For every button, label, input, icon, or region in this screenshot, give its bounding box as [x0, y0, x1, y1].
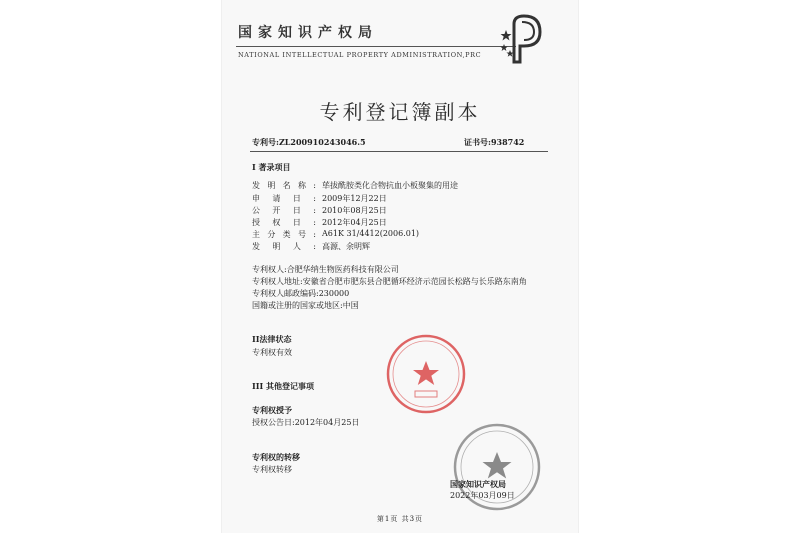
section-other-matters-heading: III 其他登记事项 [252, 381, 315, 391]
field-main-classification [252, 229, 419, 240]
transfer-heading: 专利权的转移 [252, 452, 300, 462]
official-seal-red [385, 333, 467, 415]
section-legal-status-heading: II法律状态 [252, 334, 292, 344]
org-name-en: NATIONAL INTELLECTUAL PROPERTY ADMINISTRATION,PRC [238, 51, 482, 59]
transfer-text: 专利权转移 [252, 465, 292, 474]
field-publication-date [252, 205, 387, 216]
field-inventors [252, 241, 370, 252]
org-name-cn: 国家知识产权局 [238, 25, 378, 41]
field-value: 高源、余明辉 [322, 242, 370, 251]
page-number: 第1页 共3页 [376, 515, 424, 523]
issue-date: 2022年03月09日 [450, 491, 515, 500]
field-value: 荜拔酰胺类化合物抗血小板聚集的用途 [322, 181, 458, 190]
patent-number: 专利号:ZL200910243046.5 [252, 137, 366, 147]
field-label: 公开日: [252, 206, 316, 215]
header-rule [236, 46, 516, 47]
field-label: 发明人: [252, 242, 316, 251]
patentee-postcode: 专利权人邮政编码:230000 [252, 289, 350, 298]
cnipa-emblem-icon [496, 10, 550, 64]
field-label: 授权日: [252, 218, 316, 227]
grant-announcement-date: 授权公告日:2012年04月25日 [252, 418, 360, 427]
document-title: 专利登记簿副本 [319, 100, 481, 124]
title-rule [250, 151, 548, 152]
section-bibliographic-heading: I 著录项目 [252, 162, 291, 172]
legal-status: 专利权有效 [252, 348, 292, 357]
field-invention-title [252, 180, 458, 191]
grant-heading: 专利权授予 [252, 405, 292, 415]
issuing-authority: 国家知识产权局 [450, 479, 506, 489]
field-label: 发明名称: [252, 181, 316, 190]
patentee: 专利权人:合肥华纳生物医药科技有限公司 [252, 265, 399, 274]
field-value: 2012年04月25日 [322, 218, 387, 227]
certificate-number: 证书号:938742 [464, 137, 525, 147]
field-value: A61K 31/4412(2006.01) [322, 229, 420, 238]
field-grant-date [252, 217, 387, 228]
field-filing-date [252, 193, 387, 204]
patentee-address: 专利权人地址:安徽省合肥市肥东县合肥循环经济示范园长松路与长乐路东南角 [252, 277, 527, 286]
nationality: 国籍或注册的国家或地区:中国 [252, 301, 359, 310]
field-label: 申请日: [252, 194, 316, 203]
field-label: 主分类号: [252, 230, 316, 239]
field-value: 2010年08月25日 [322, 206, 387, 215]
field-value: 2009年12月22日 [322, 194, 387, 203]
